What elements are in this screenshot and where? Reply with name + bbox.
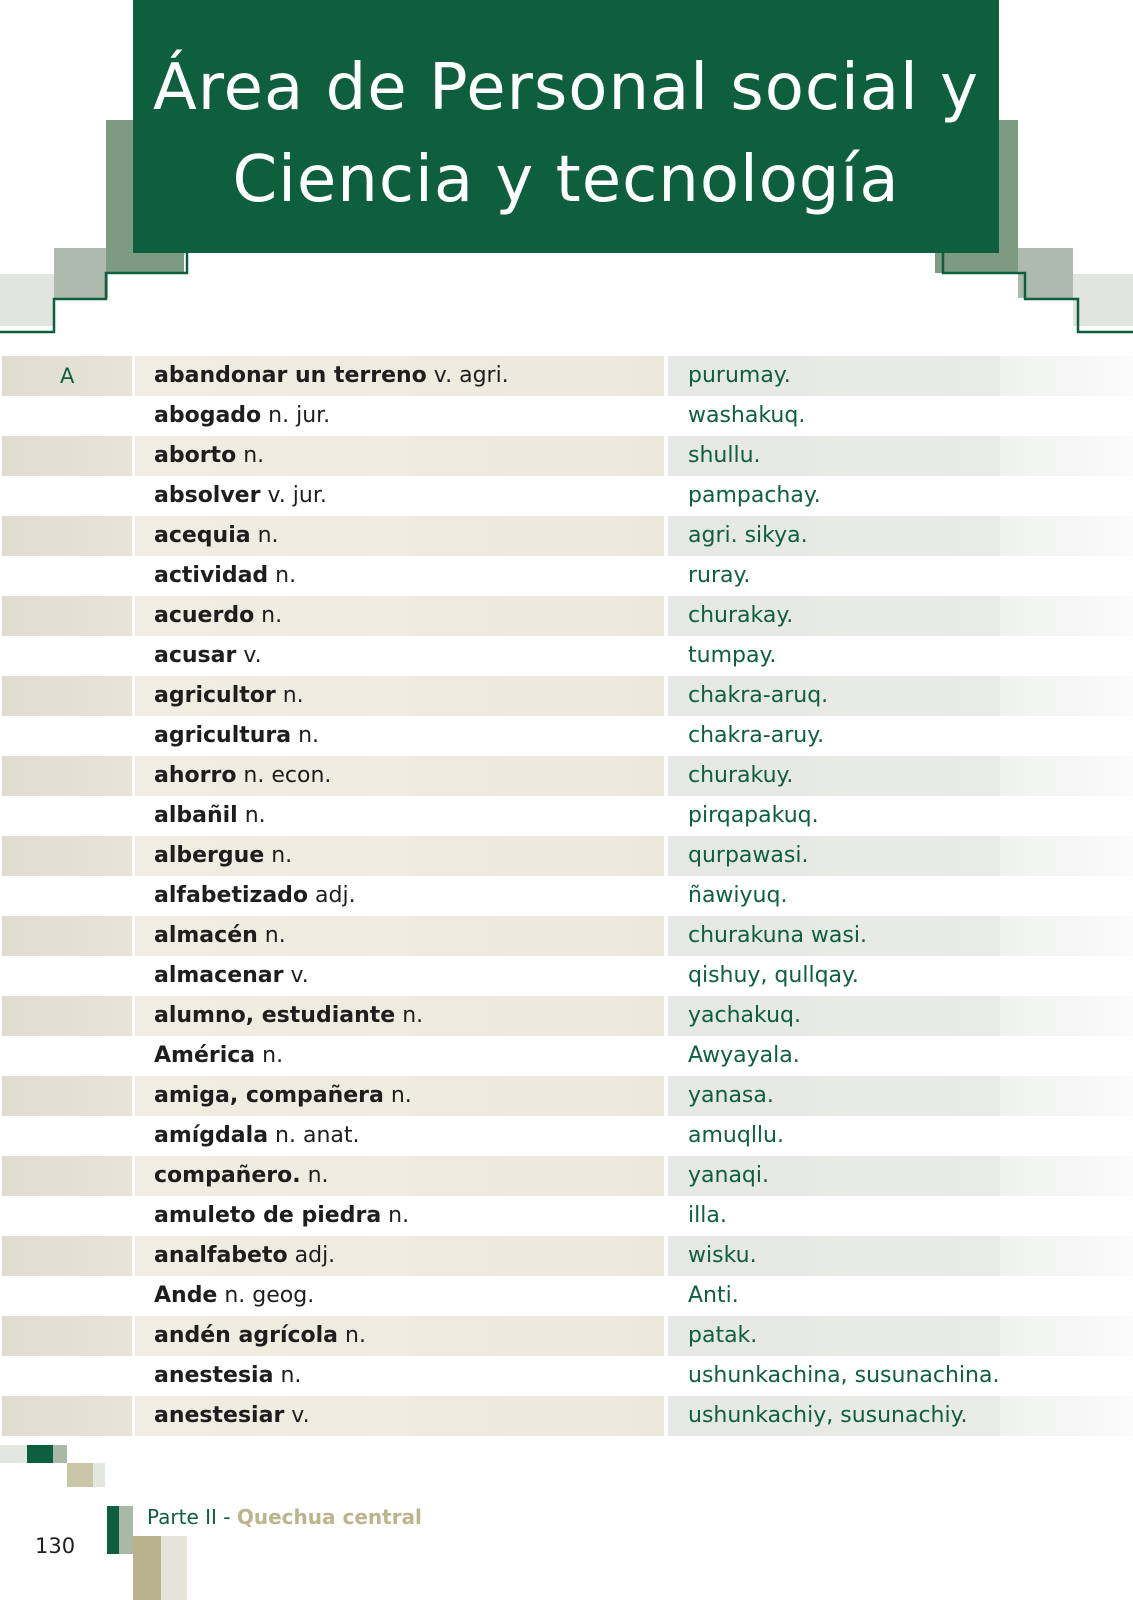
quechua-translation: shullu. [688,443,761,468]
spanish-cell [135,916,664,956]
spanish-term: actividad [154,563,269,588]
footer-deco-olive-2 [133,1536,161,1600]
spanish-cell [135,396,664,436]
row-tail [1000,876,1133,916]
quechua-translation: washakuq. [688,403,806,428]
footer-deco-light-2 [93,1463,105,1487]
quechua-translation: pirqapakuq. [688,803,819,828]
spanish-entry [154,636,262,676]
quechua-cell [668,476,1000,516]
spanish-cell [135,516,664,556]
spanish-cell [135,836,664,876]
grammar-label: v. agri. [426,363,509,388]
page-title-line-2: Ciencia y tecnología [232,142,900,217]
grammar-label: n. [338,1323,366,1348]
spanish-entry [154,836,292,876]
grammar-label: n. [268,563,297,588]
spanish-cell [135,436,664,476]
table-row [0,876,1133,916]
footer-section: Quechua central [236,1505,422,1529]
spanish-cell [135,996,664,1036]
grammar-label: n. [383,1083,412,1108]
spanish-cell [135,1356,664,1396]
grammar-label: n. [236,443,265,468]
spanish-entry [154,1196,409,1236]
quechua-cell [668,1076,1000,1116]
letter-cell [2,716,132,756]
row-tail [1000,356,1133,396]
quechua-translation: yanaqi. [688,1163,769,1188]
table-row [0,756,1133,796]
spanish-term: acuerdo [154,603,255,628]
spanish-term: acequia [154,523,251,548]
row-tail [1000,476,1133,516]
table-row [0,796,1133,836]
spanish-entry [154,796,266,836]
quechua-translation: churakay. [688,603,794,628]
header-stair-line [0,240,1133,340]
table-row [0,1156,1133,1196]
spanish-cell [135,1156,664,1196]
quechua-translation: patak. [688,1323,758,1348]
letter-cell [2,1396,132,1436]
grammar-label: n. econ. [236,763,332,788]
spanish-entry [154,1036,283,1076]
letter-cell [2,996,132,1036]
quechua-translation: yanasa. [688,1083,774,1108]
spanish-entry [154,356,509,396]
grammar-label: n. [257,923,286,948]
quechua-cell [668,1196,1000,1236]
table-row [0,596,1133,636]
letter-cell [2,956,132,996]
quechua-translation: agri. sikya. [688,523,808,548]
footer-deco-sage-1 [53,1445,67,1463]
table-row [0,716,1133,756]
spanish-cell [135,716,664,756]
row-tail [1000,1196,1133,1236]
row-tail [1000,796,1133,836]
table-row [0,636,1133,676]
row-tail [1000,1276,1133,1316]
row-tail [1000,436,1133,476]
spanish-term: Ande [154,1283,218,1308]
grammar-label: n. [300,1163,329,1188]
spanish-cell [135,476,664,516]
quechua-cell [668,1356,1000,1396]
table-row [0,516,1133,556]
quechua-cell [668,916,1000,956]
spanish-term: abandonar un terreno [154,363,427,388]
row-tail [1000,996,1133,1036]
spanish-term: alumno, estudiante [154,1003,396,1028]
spanish-entry [154,1316,366,1356]
row-tail [1000,636,1133,676]
quechua-cell [668,1276,1000,1316]
quechua-translation: amuqllu. [688,1123,784,1148]
spanish-entry [154,1276,314,1316]
footer-deco-sage-2 [119,1506,133,1554]
spanish-term: anestesia [154,1363,274,1388]
spanish-term: ahorro [154,763,237,788]
spanish-term: abogado [154,403,262,428]
row-tail [1000,556,1133,596]
grammar-label: n. [395,1003,424,1028]
glossary-table [0,356,1133,1436]
row-tail [1000,596,1133,636]
row-tail [1000,1116,1133,1156]
quechua-cell [668,396,1000,436]
quechua-cell [668,1236,1000,1276]
footer-deco-olive-1 [67,1463,93,1487]
spanish-term: amiga, compañera [154,1083,384,1108]
header-stair-line-right [943,253,1133,332]
spanish-term: almacenar [154,963,284,988]
spanish-cell [135,1316,664,1356]
spanish-entry [154,756,331,796]
spanish-entry [154,436,264,476]
grammar-label: n. [275,683,304,708]
quechua-cell [668,1396,1000,1436]
grammar-label: v. jur. [260,483,327,508]
row-tail [1000,1076,1133,1116]
grammar-label: n. [237,803,266,828]
quechua-cell [668,436,1000,476]
grammar-label: v. [284,1403,310,1428]
grammar-label: adj. [287,1243,336,1268]
quechua-translation: qurpawasi. [688,843,809,868]
spanish-entry [154,516,279,556]
quechua-cell [668,516,1000,556]
quechua-cell [668,836,1000,876]
letter-cell [2,1356,132,1396]
spanish-cell [135,1236,664,1276]
page-title-line-1: Área de Personal social y [152,50,980,125]
table-row [0,836,1133,876]
letter-cell [2,516,132,556]
row-tail [1000,1236,1133,1276]
spanish-term: aborto [154,443,237,468]
letter-cell [2,476,132,516]
table-row [0,996,1133,1036]
spanish-entry [154,1076,412,1116]
row-tail [1000,716,1133,756]
footer-deco-green-1 [27,1445,53,1463]
spanish-entry [154,1116,360,1156]
spanish-entry [154,556,296,596]
letter-cell [2,836,132,876]
grammar-label: v. [236,643,262,668]
quechua-cell [668,1156,1000,1196]
quechua-translation: pampachay. [688,483,821,508]
row-tail [1000,756,1133,796]
section-letter: A [60,364,75,388]
spanish-entry [154,716,319,756]
letter-cell [2,876,132,916]
spanish-term: alfabetizado [154,883,309,908]
spanish-cell [135,596,664,636]
quechua-translation: illa. [688,1203,727,1228]
spanish-cell [135,1036,664,1076]
spanish-entry [154,1236,335,1276]
quechua-translation: qishuy, qullqay. [688,963,859,988]
spanish-term: agricultura [154,723,292,748]
spanish-entry [154,1356,301,1396]
quechua-cell [668,756,1000,796]
quechua-cell [668,556,1000,596]
footer-deco-light-1 [0,1445,27,1463]
row-tail [1000,1156,1133,1196]
row-tail [1000,676,1133,716]
footer-part-label [147,1505,422,1529]
spanish-term: andén agrícola [154,1323,339,1348]
table-row [0,556,1133,596]
spanish-entry [154,956,309,996]
table-row [0,476,1133,516]
spanish-cell [135,636,664,676]
row-tail [1000,516,1133,556]
quechua-cell [668,676,1000,716]
table-row [0,436,1133,476]
grammar-label: n. [273,1363,302,1388]
letter-cell [2,436,132,476]
spanish-term: absolver [154,483,261,508]
quechua-cell [668,636,1000,676]
quechua-translation: yachakuq. [688,1003,801,1028]
quechua-translation: wisku. [688,1243,757,1268]
spanish-cell [135,756,664,796]
row-tail [1000,1036,1133,1076]
table-row [0,396,1133,436]
grammar-label: n. jur. [261,403,331,428]
quechua-translation: ushunkachiy, susunachiy. [688,1403,968,1428]
grammar-label: n. [264,843,293,868]
spanish-term: compañero. [154,1163,301,1188]
row-tail [1000,956,1133,996]
row-tail [1000,1356,1133,1396]
quechua-translation: churakuna wasi. [688,923,867,948]
quechua-cell [668,1116,1000,1156]
table-row [0,1116,1133,1156]
quechua-cell [668,876,1000,916]
title-banner [133,0,999,253]
letter-cell [2,1276,132,1316]
quechua-cell [668,796,1000,836]
spanish-entry [154,476,327,516]
header-stair-line-left [0,253,187,332]
table-row [0,1196,1133,1236]
quechua-cell [668,1036,1000,1076]
spanish-entry [154,1396,310,1436]
spanish-term: albañil [154,803,238,828]
letter-cell [2,916,132,956]
spanish-cell [135,1276,664,1316]
spanish-cell [135,1116,664,1156]
letter-cell [2,1116,132,1156]
quechua-cell [668,1316,1000,1356]
row-tail [1000,396,1133,436]
letter-cell [2,636,132,676]
spanish-term: analfabeto [154,1243,288,1268]
grammar-label: n. geog. [217,1283,315,1308]
quechua-translation: tumpay. [688,643,777,668]
footer-deco-light-3 [161,1536,187,1600]
table-row [0,956,1133,996]
spanish-entry [154,396,330,436]
quechua-cell [668,356,1000,396]
quechua-translation: Awyayala. [688,1043,800,1068]
table-row [0,676,1133,716]
quechua-translation: chakra-aruq. [688,683,829,708]
table-row [0,1316,1133,1356]
letter-cell [2,1236,132,1276]
footer-deco-green-2 [107,1506,119,1554]
grammar-label: n. [255,1043,284,1068]
spanish-cell [135,956,664,996]
page-number: 130 [35,1534,76,1558]
letter-cell [2,756,132,796]
spanish-entry [154,1156,329,1196]
grammar-label: n. [254,603,283,628]
spanish-term: América [154,1043,256,1068]
spanish-term: albergue [154,843,265,868]
letter-cell [2,1036,132,1076]
spanish-term: agricultor [154,683,276,708]
spanish-term: amuleto de piedra [154,1203,382,1228]
quechua-translation: ñawiyuq. [688,883,788,908]
row-tail [1000,836,1133,876]
grammar-label: n. anat. [268,1123,360,1148]
table-row [0,916,1133,956]
quechua-translation: ushunkachina, susunachina. [688,1363,1000,1388]
letter-cell [2,356,132,396]
spanish-term: almacén [154,923,258,948]
quechua-translation: churakuy. [688,763,794,788]
table-row [0,1396,1133,1436]
letter-cell [2,796,132,836]
table-row [0,356,1133,396]
grammar-label: v. [283,963,309,988]
spanish-entry [154,916,286,956]
grammar-label: n. [381,1203,410,1228]
letter-cell [2,596,132,636]
table-row [0,1276,1133,1316]
letter-cell [2,1076,132,1116]
spanish-cell [135,876,664,916]
spanish-cell [135,356,664,396]
letter-cell [2,1316,132,1356]
letter-cell [2,556,132,596]
spanish-term: anestesiar [154,1403,285,1428]
spanish-cell [135,1076,664,1116]
letter-cell [2,1196,132,1236]
spanish-entry [154,996,423,1036]
grammar-label: n. [291,723,320,748]
quechua-cell [668,596,1000,636]
quechua-cell [668,956,1000,996]
grammar-label: n. [250,523,279,548]
spanish-cell [135,1196,664,1236]
table-row [0,1036,1133,1076]
spanish-cell [135,676,664,716]
table-row [0,1356,1133,1396]
table-row [0,1076,1133,1116]
quechua-translation: Anti. [688,1283,739,1308]
quechua-cell [668,996,1000,1036]
row-tail [1000,1316,1133,1356]
row-tail [1000,916,1133,956]
spanish-cell [135,796,664,836]
letter-cell [2,676,132,716]
letter-cell [2,1156,132,1196]
quechua-translation: purumay. [688,363,791,388]
spanish-term: amígdala [154,1123,269,1148]
spanish-cell [135,1396,664,1436]
table-row [0,1236,1133,1276]
spanish-entry [154,596,282,636]
grammar-label: adj. [308,883,356,908]
spanish-entry [154,876,356,916]
quechua-translation: ruray. [688,563,751,588]
quechua-translation: chakra-aruy. [688,723,825,748]
row-tail [1000,1396,1133,1436]
spanish-cell [135,556,664,596]
footer-part: Parte II - [147,1505,237,1529]
letter-cell [2,396,132,436]
spanish-term: acusar [154,643,237,668]
quechua-cell [668,716,1000,756]
spanish-entry [154,676,304,716]
